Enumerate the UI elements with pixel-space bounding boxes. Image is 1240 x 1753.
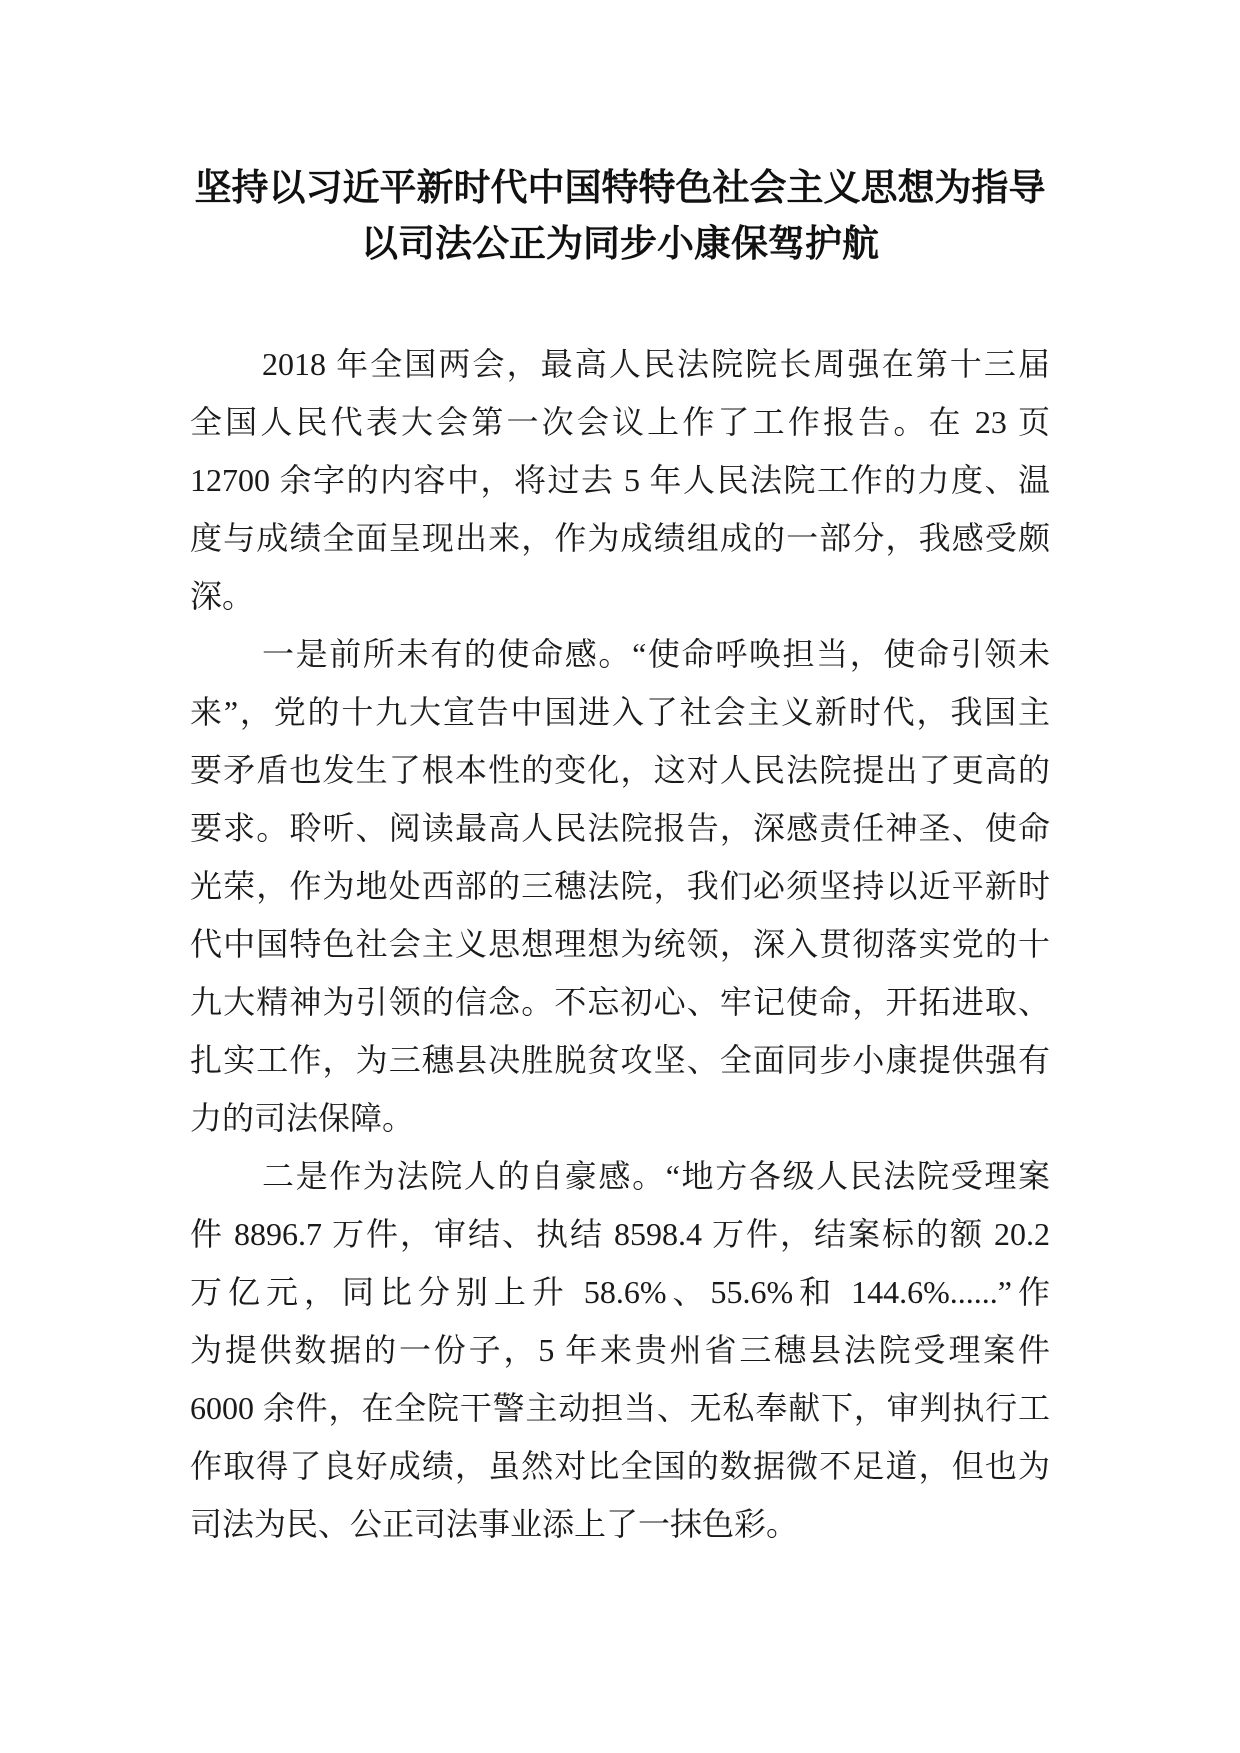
document-body [190,335,1050,1553]
body-line: 扎实工作，为三穗县决胜脱贫攻坚、全面同步小康提供强有 [190,1042,1050,1078]
body-line: 二是作为法院人的自豪感。“地方各级人民法院受理案 [262,1158,1050,1194]
body-line: 2018 年全国两会，最高人民法院院长周强在第十三届 [262,346,1050,382]
body-line: 光荣，作为地处西部的三穗法院，我们必须坚持以近平新时 [190,868,1050,904]
body-line: 来”，党的十九大宣告中国进入了社会主义新时代，我国主 [190,694,1050,730]
title-line-2: 以司法公正为同步小康保驾护航 [361,222,879,265]
body-line: 要矛盾也发生了根本性的变化，这对人民法院提出了更高的 [190,752,1050,788]
body-line: 全国人民代表大会第一次会议上作了工作报告。在 23 页 [190,404,1050,440]
body-line: 12700 余字的内容中，将过去 5 年人民法院工作的力度、温 [190,462,1050,498]
body-line: 司法为民、公正司法事业添上了一抹色彩。 [190,1506,799,1542]
body-line: 九大精神为引领的信念。不忘初心、牢记使命，开拓进取、 [190,984,1050,1020]
body-line: 要求。聆听、阅读最高人民法院报告，深感责任神圣、使命 [190,810,1050,846]
body-line: 代中国特色社会主义思想理想为统领，深入贯彻落实党的十 [190,926,1050,962]
paragraph-3 [190,1147,1050,1553]
body-line: 力的司法保障。 [190,1100,415,1136]
document-title [0,160,1240,272]
body-line: 万亿元，同比分别上升 58.6%、55.6%和 144.6%......”作 [190,1274,1050,1310]
body-line: 一是前所未有的使命感。“使命呼唤担当，使命引领未 [262,636,1050,672]
body-line: 作取得了良好成绩，虽然对比全国的数据微不足道，但也为 [190,1448,1050,1484]
body-line: 为提供数据的一份子，5 年来贵州省三穗县法院受理案件 [190,1332,1050,1368]
title-line-1: 坚持以习近平新时代中国特特色社会主义思想为指导 [194,166,1046,209]
body-line: 件 8896.7 万件，审结、执结 8598.4 万件，结案标的额 20.2 [190,1216,1050,1252]
body-line: 深。 [190,578,255,614]
paragraph-2 [190,625,1050,1147]
body-line: 度与成绩全面呈现出来，作为成绩组成的一部分，我感受颇 [190,520,1050,556]
paragraph-1 [190,335,1050,625]
body-line: 6000 余件，在全院干警主动担当、无私奉献下，审判执行工 [190,1390,1050,1426]
